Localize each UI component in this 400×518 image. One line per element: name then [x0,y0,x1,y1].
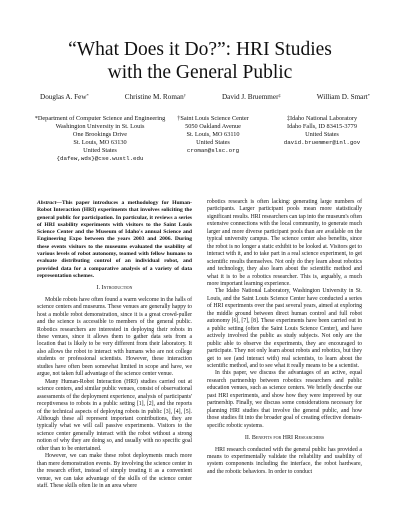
author-3: David J. Bruemmer‡ [221,93,281,101]
affiliation-1: *Department of Computer Science and Engineering Washington University in St. Louis One Brookings Drive St. Louis, MO 63130 United States {dafew,wds}@cse.wustl.edu [30,115,170,163]
author-4: William D. Smart* [316,93,370,101]
left-column [37,200,192,491]
affiliation-3: ‡Idaho National Laboratory Idaho Falls, ID 83415-3779 United States david.bruemmer@inl.gov [262,115,382,147]
paragraph: HRI research conducted with the general public has provided a means to experimentally validate the reliability and usability of system components including the interface, the robot hardware, and the robotic behaviors. In order to conduct [207,446,362,475]
paragraph: However, we can make these robot deployments much more than mere demonstration events. By involving the science center in the research effort, instead of simply treating it as a convenient venue, we can take advantage of the skills of the science center staff. These skills often lie in an area where [37,453,192,490]
author-2: Christine M. Roman† [124,93,186,101]
paragraph: Mobile robots have often found a warm welcome in the halls of science centers and museums. These venues are generally happy to host a mobile robot demonstration, since it is a great crowd-puller and the science is accessible to members of the general public. Robotics researchers are interested in deploying their robots in these venues, since it allows them to gather data sets from a location that is likely to be very different from their laboratory. It also allows the robot to interact with humans who are not college students or professional scientists. However, these interaction studies have often been somewhat limited in scope and have, we argue, not taken full advantage of the science center venue. [37,296,192,378]
paragraph: Many Human-Robot Interaction (HRI) studies carried out at science centers, and similar public venues, consist of observational assessments of the deployment experience, analysis of participants' receptiveness to robots in a public setting [1], [2], and the reports of the technical aspects of deploying robots in public [3], [4], [5]. Although these all represent important contributions, they are typically what we will call passive experiments. Visitors to the science center generally interact with the robot without a strong notion of why they are doing so, and usually with no specific goal other than to be entertained. [37,378,192,452]
email-2: croman@slsc.org [186,147,240,154]
author-list [40,93,370,101]
paragraph: robotics research is often lacking: generating large numbers of participants. Larger participant pools mean more statistically significant results. HRI researchers can tap into the museum's often extensive connections with the local community, to generate much larger and more diverse participant pools than are available on the typical university campus. The science center also benefits, since the robot is no longer a static exhibit to be looked at. Visitors get to interact with it, and to take part in a real science experiment, to get scientific results themselves. Not only do they learn about robotics and technology, they also learn about the scientific method and what it is to be a robotics researcher. This is, arguably, a much more important learning experience. [207,199,362,287]
section-heading-benefits: II. Benefits for HRI Researchers [244,435,325,442]
paragraph: The Idaho National Laboratory, Washington University in St. Louis, and the Saint Louis Science Center have conducted a series of HRI experiments over the past several years, aimed at exploring the middle ground between direct human control and full robot autonomy [6], [7], [8]. These experiments have been carried out in a public setting (often the Saint Louis Science Center), and have actively involved the public as study subjects. Not only are the public able to observe the experiments, they are encouraged to participate. They not only learn about robots and robotics, but they get to see (and interact with) real scientists, to learn about the scientific method, and to see what it really means to be a scientist. [207,288,362,369]
paragraph: In this paper, we discuss the advantages of an active, equal research partnership between robotics researchers and public education venues, such as science centers. We briefly describe our past HRI experiments, and show how they were improved by our partnership. Finally, we discuss some considerations necessary for planning HRI studies that involve the general public, and how those studies fit into the broader goal of creating effective domain-specific robotic systems. [207,370,362,429]
title-line-1: “What Does it Do?”: HRI Studies [68,39,332,60]
right-column [207,199,362,476]
paper-title [0,38,400,84]
abstract: Abstract—This paper introduces a methodology for Human-Robot Interaction (HRI) experiments that involves soliciting the general public for participation. In particular, it reviews a series of HRI usability experiments with visitors to the Saint Louis Science Center and the Museum of Idaho's annual Science and Engineering Expo between the years 2003 and 2006. During these events visitors to the museums evaluated the usability of various levels of robot autonomy, teamed with fellow humans to evaluate distributing control of an individual robot, and provided data for a comparative analysis of a variety of data representation schemes. [37,200,192,279]
email-1: {dafew,wds}@cse.wustl.edu [56,155,144,162]
author-1: Douglas A. Few* [40,93,89,101]
email-3: david.bruemmer@inl.gov [283,139,361,146]
section-heading-introduction: I. Introduction [96,285,133,292]
title-line-2: with the General Public [107,62,293,83]
affiliation-2: †Saint Louis Science Center 5050 Oakland Avenue St. Louis, MO 63110 United States croman@slsc.org [168,115,258,155]
